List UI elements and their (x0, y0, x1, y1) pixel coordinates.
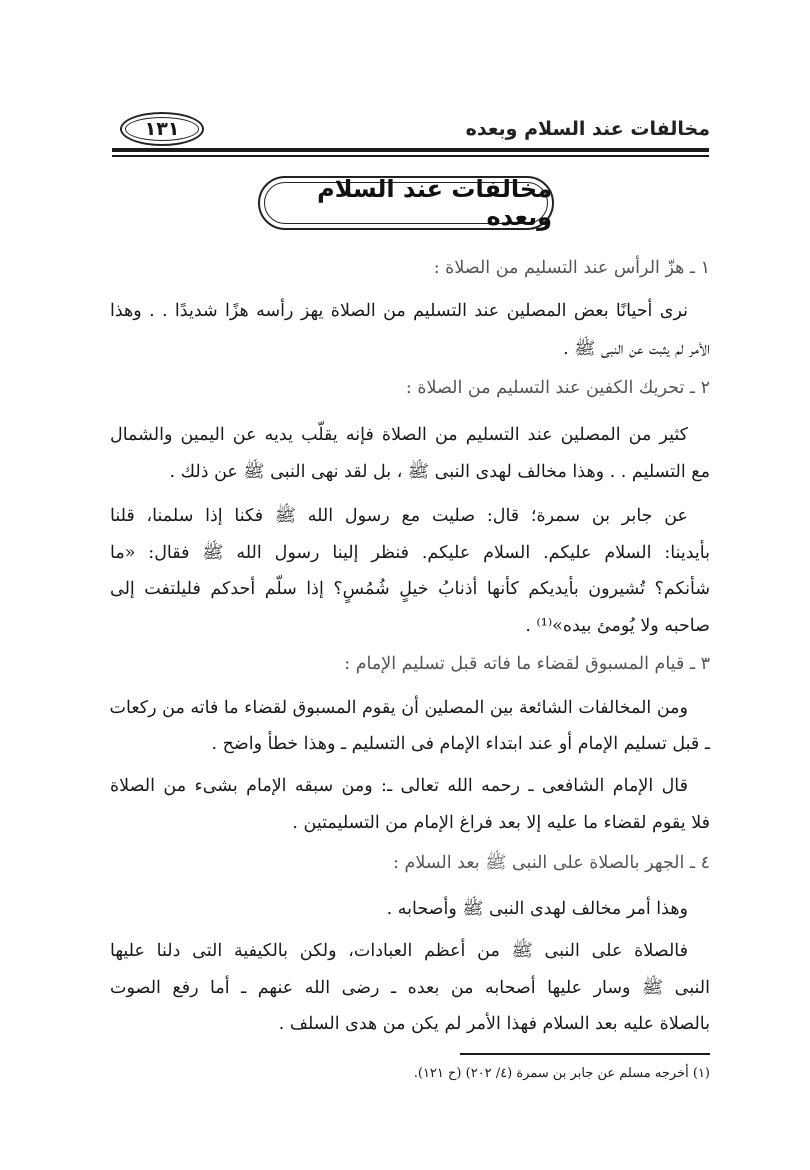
header-rule-thin (112, 155, 709, 157)
text-line: بأيدينا: السلام عليكم. السلام عليكم. فنظر إلينا رسول الله ﷺ فقال: «ما (110, 543, 710, 563)
text-line: صاحبه ولا يُومئ بيده»⁽¹⁾ . (525, 616, 710, 636)
text-line: عن جابر بن سمرة؛ قال: صليت مع رسول الله ﷺ فكنا إذا سلمنا، قلنا (110, 506, 688, 526)
text-line: النبى ﷺ وسار عليها أصحابه من بعده ـ رضى الله عنهم ـ أما رفع الصوت (110, 978, 710, 998)
chapter-title-frame (258, 176, 554, 230)
text-line: فلا يقوم لقضاء ما عليه إلا بعد فراغ الإمام من التسليمتين . (292, 813, 710, 833)
section-heading-4: ٤ ـ الجهر بالصلاة على النبى ﷺ بعد السلام : (393, 853, 710, 873)
text-line: شأنكم؟ تُشيرون بأيديكم كأنها أذنابُ خيلٍ شُمُسٍ؟ إذا سلّم أحدكم فليلتفت إلى (110, 579, 710, 599)
page-number-badge (120, 112, 204, 146)
page-number: ١٣١ (144, 118, 180, 140)
footnote: (١) أخرجه مسلم عن جابر بن سمرة (٤/ ٢٠٢) (ح ١٢١). (413, 1066, 710, 1081)
text-line: ـ قبل تسليم الإمام أو عند ابتداء الإمام فى التسليم ـ وهذا خطأ واضح . (211, 734, 710, 754)
header-rule-thick (112, 148, 709, 152)
text-line: كثير من المصلين عند التسليم من الصلاة فإنه يقلّب يديه عن اليمين والشمال (110, 425, 688, 445)
running-header-title: مخالفات عند السلام وبعده (465, 118, 710, 140)
text-line: قال الإمام الشافعى ـ رحمه الله تعالى ـ: ومن سبقه الإمام بشىء من الصلاة (110, 776, 688, 796)
text-line: الأمر لم يثبت عن النبى ﷺ . (563, 339, 710, 359)
text-line: بالصلاة عليه بعد السلام فهذا الأمر لم يكن من هدى السلف . (278, 1014, 710, 1034)
text-line: نرى أحيانًا بعض المصلين عند التسليم من الصلاة يهز رأسه هزًا شديدًا . . وهذا (110, 301, 688, 321)
chapter-title: مخالفات عند السلام وبعده (317, 175, 552, 231)
footnote-separator (460, 1053, 710, 1055)
section-heading-2: ٢ ـ تحريك الكفين عند التسليم من الصلاة : (405, 378, 710, 398)
text-line: فالصلاة على النبى ﷺ من أعظم العبادات، ولكن بالكيفية التى دلنا عليها (110, 941, 688, 961)
text-line: مع التسليم . . وهذا مخالف لهدى النبى ﷺ ، بل لقد نهى النبى ﷺ عن ذلك . (169, 462, 710, 482)
section-heading-3: ٣ ـ قيام المسبوق لقضاء ما فاته قبل تسليم الإمام : (344, 654, 710, 674)
text-line: وهذا أمر مخالف لهدى النبى ﷺ وأصحابه . (386, 899, 688, 919)
section-heading-1: ١ ـ هزّ الرأس عند التسليم من الصلاة : (433, 258, 710, 278)
text-line: ومن المخالفات الشائعة بين المصلين أن يقوم المسبوق لقضاء ما فاته من ركعات (109, 698, 688, 718)
